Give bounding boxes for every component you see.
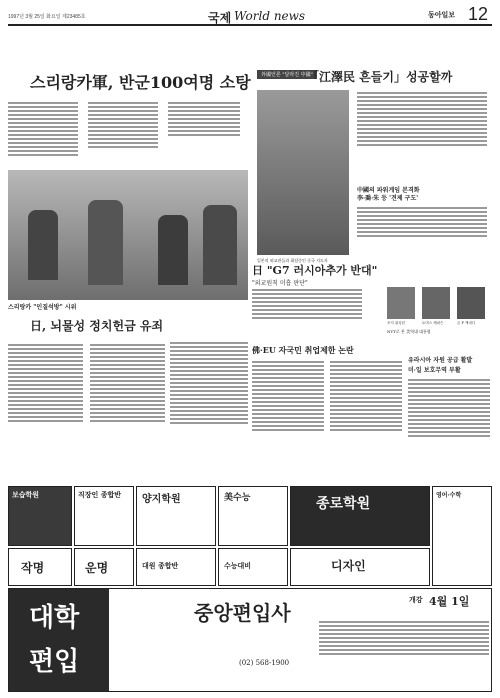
masthead [8,6,492,26]
feature-sub1: 中國의 파워게임 본격화 [357,187,420,194]
ad-title: 종로학원 [316,496,371,512]
body-text [252,359,324,479]
article-middle [170,340,250,485]
body-text [90,342,165,472]
article-feature [252,30,492,263]
ad-big-1: 대학 [29,603,80,633]
ad-4[interactable] [218,486,288,546]
protest-photo [8,170,248,300]
ad-phone: (02) 568-1900 [239,659,290,667]
ad-3[interactable] [136,486,216,546]
body-text [408,377,490,477]
ad-8[interactable] [74,548,134,586]
ad-date-label: 개강 [409,595,423,604]
body-text [357,205,487,260]
ad-title: 디자인 [331,559,366,573]
portrait-name: 존 F 케네디 [457,321,476,325]
ad-title: 대원 종합반 [142,561,179,570]
ad-title: 보습학원 [12,490,40,499]
date-line: 1997년 3월 25일 화요일 제23485호 [8,14,86,20]
ad-big-2: 편입 [29,647,80,677]
article-eu [252,345,492,485]
ad-date: 4월 1일 [429,595,470,608]
portrait [457,287,485,319]
portrait [422,287,450,319]
body-text [170,340,248,480]
portrait [387,287,415,319]
article-g7 [252,262,492,342]
feature-caption: 일본의 외교관들과 회담중인 중국 지도자 [257,258,328,263]
japan-headline: 日, 뇌물성 정치헌금 유죄 [30,319,164,333]
ad-title: 작명 [21,561,45,575]
paper-name: 동아일보 [428,12,456,19]
side-headline-2: 미·일 보호무역 부활 [408,367,461,374]
ad-body [319,619,489,684]
portrait-row [387,287,487,337]
portrait-name: 조지 워싱턴 [387,321,406,325]
article-headline: 스리랑카軍, 반군100여명 소탕 [30,73,251,92]
ad-title: 영어·수학 [436,492,462,499]
ad-title: 양지학원 [142,494,181,505]
body-text [168,100,240,170]
ad-title: 운명 [85,561,109,575]
ad-7[interactable] [8,548,72,586]
portrait-name: 토머스 제퍼슨 [422,321,444,325]
ad-title: 직장인 종합반 [78,490,122,499]
ad-title: 美수능 [224,493,251,503]
side-headline-1: 유라시아 자원 공급 활발 [408,357,473,364]
ad-2[interactable] [74,486,134,546]
ad-1[interactable] [8,486,72,546]
portrait-caption: NYT로 본 美역대 대통령 [387,329,431,334]
ad-bottom-left [9,589,109,692]
section-label-en: World news [234,9,306,23]
ad-9[interactable] [136,548,216,586]
ad-5[interactable] [290,486,430,546]
g7-sub: "외교원칙 미흡 판단" [252,280,308,287]
ad-bottom[interactable] [8,588,492,692]
article-japan [8,312,168,482]
kicker: 外國언론 "달라진 中國" [257,70,317,79]
page-number: 12 [468,4,489,24]
feature-sub2: 李·喬·朱 등 '견제 구도' [357,195,419,202]
feature-headline: 「江澤民 흔들기」성공할까 [307,70,453,84]
ad-11[interactable] [290,548,430,586]
feature-photo [257,90,349,255]
ad-brand: 중앙편입사 [194,601,291,625]
ad-6[interactable] [432,486,492,586]
body-text [330,359,402,479]
body-text [252,287,362,342]
body-text [357,90,487,180]
eu-headline: 佛·EU 자국민 취업제한 논란 [252,345,354,355]
body-text [8,342,83,472]
g7-headline: 日 "G7 러시아추가 반대" [252,264,378,277]
section-label: 국제 [208,11,232,25]
ad-title: 수능대비 [224,561,252,570]
ad-10[interactable] [218,548,288,586]
photo-caption: 스리랑카 "인질석방" 시위 [8,304,77,311]
